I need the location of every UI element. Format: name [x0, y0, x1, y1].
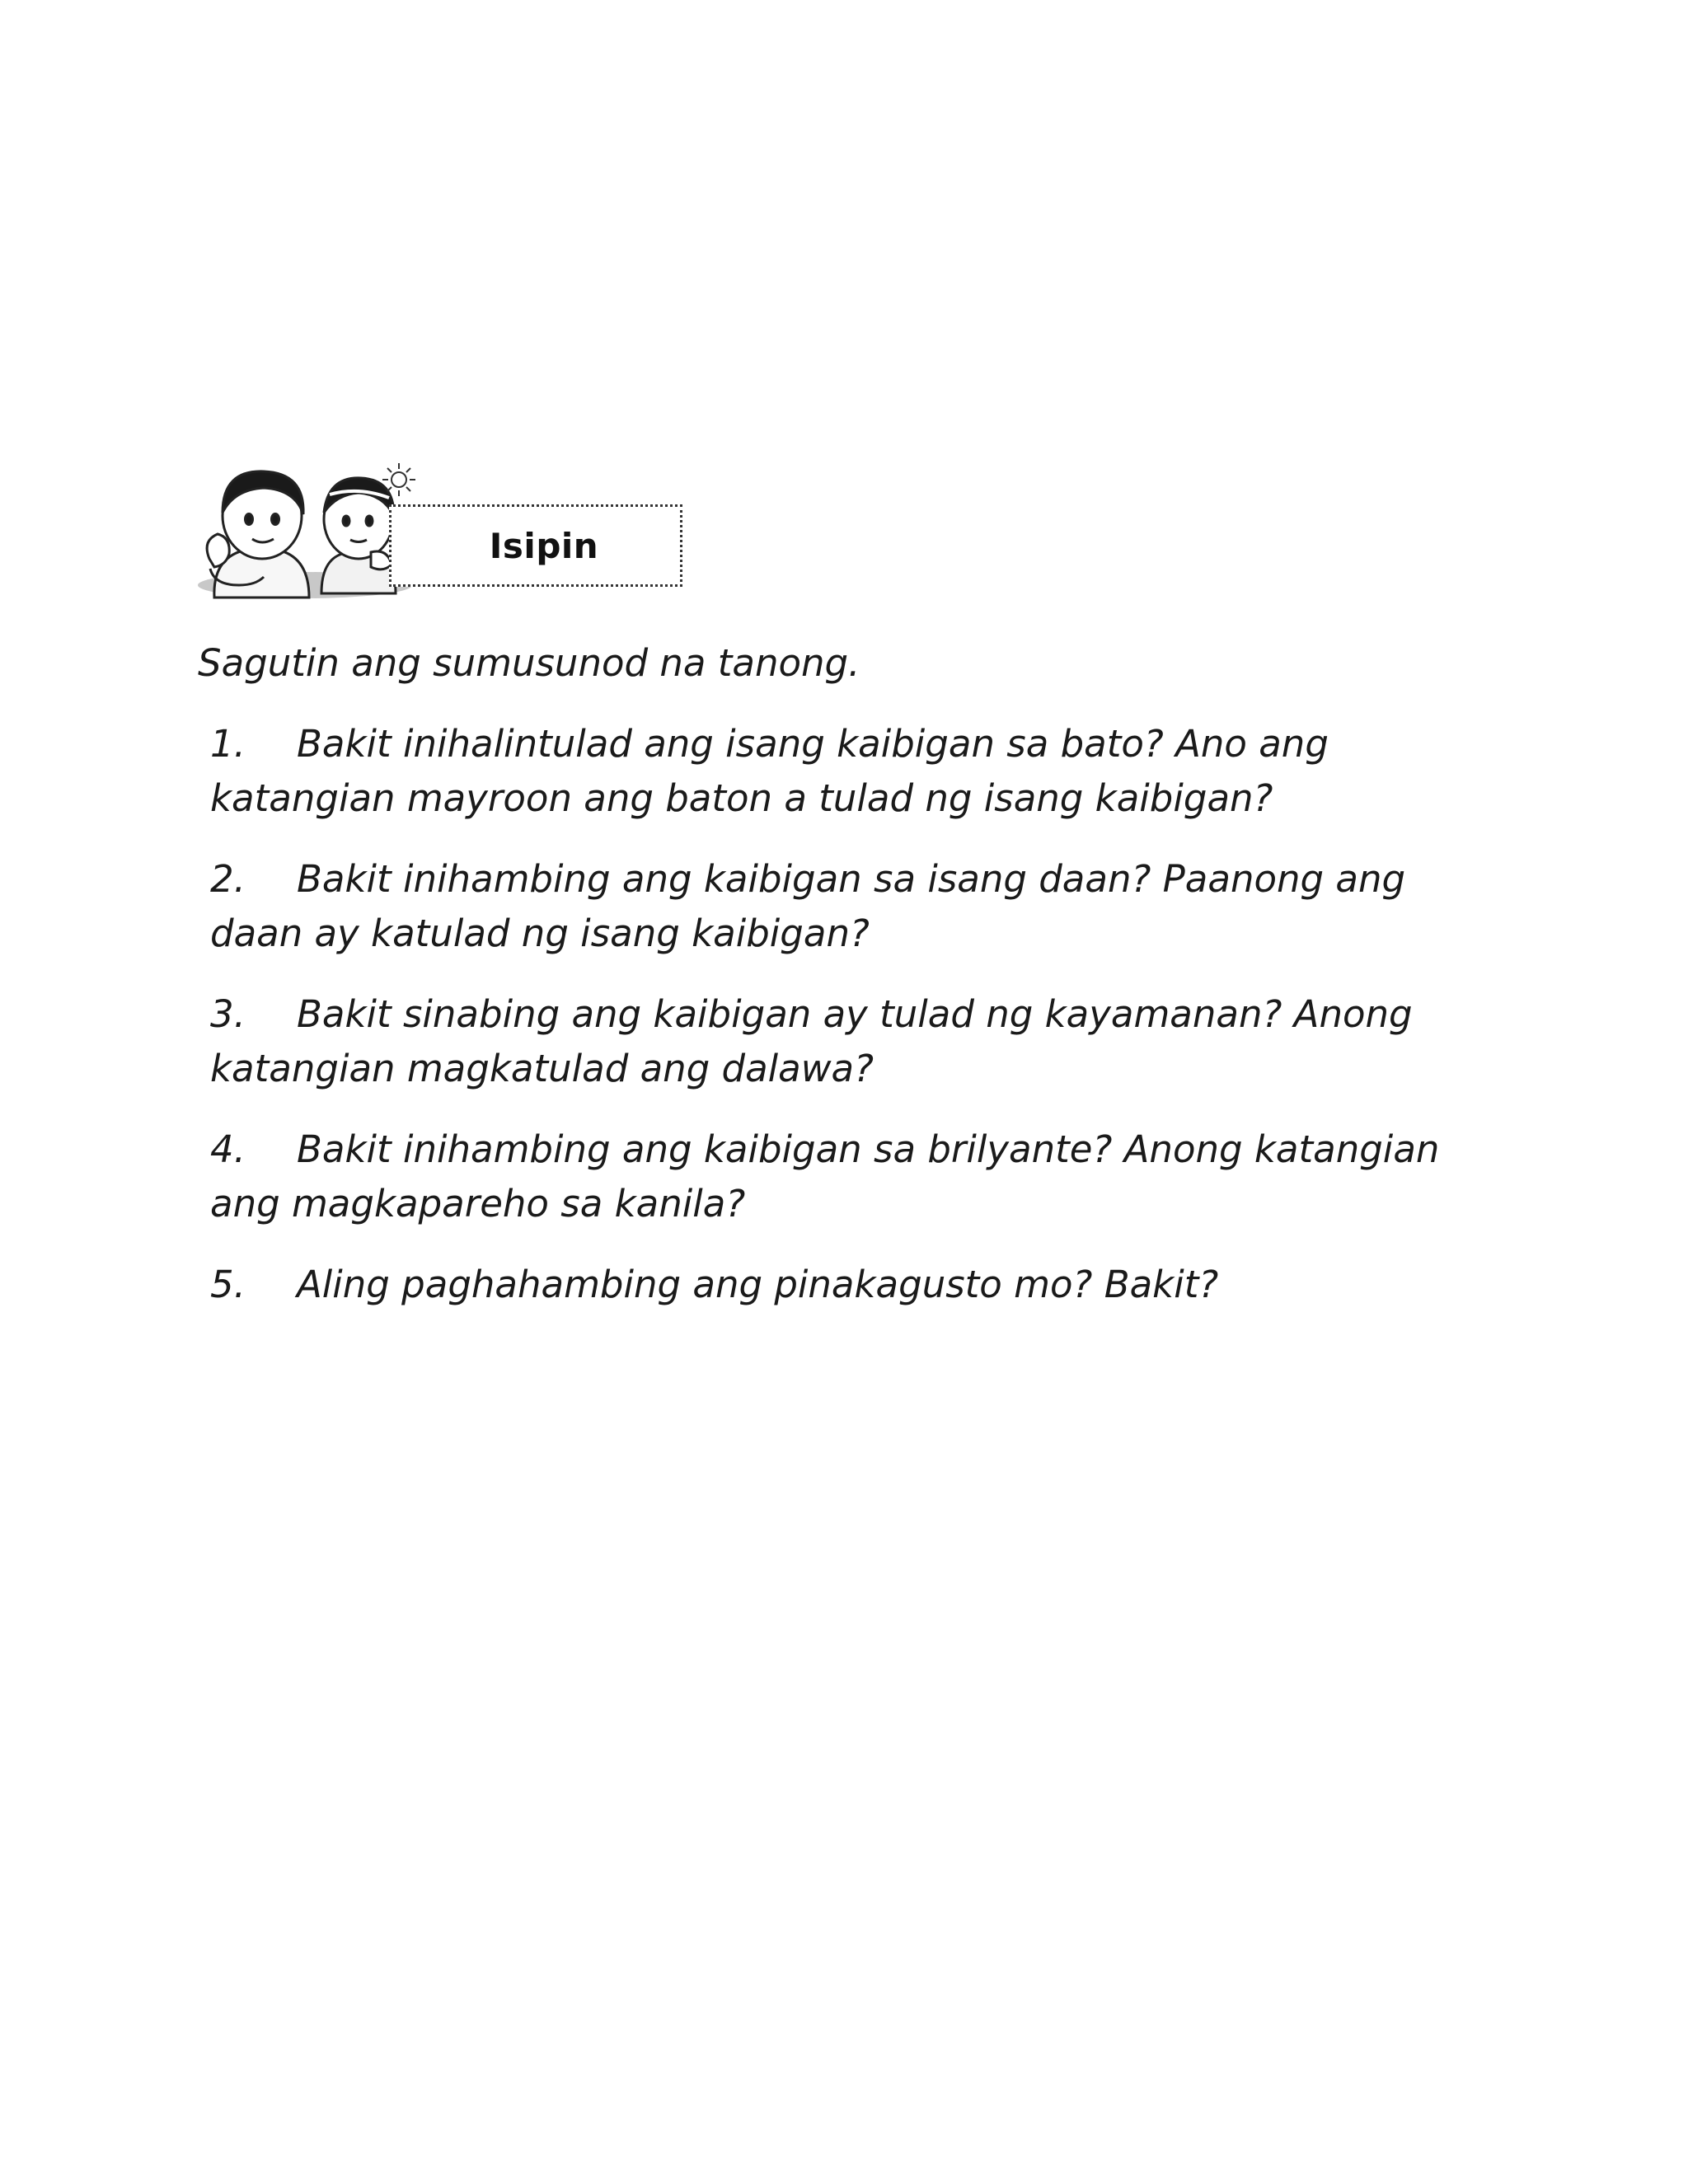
question-number: 5. [210, 1263, 246, 1306]
question-number: 3. [210, 992, 246, 1036]
section-title-box [389, 504, 682, 587]
question-text: Bakit inihambing ang kaibigan sa isang daan? Paanong ang daan ay katulad ng isang kaibigan? [210, 857, 1406, 955]
question-text: Bakit inihambing ang kaibigan sa brilyante? Anong katangian ang magkapareho sa kanila? [210, 1127, 1440, 1226]
lightbulb-icon [381, 462, 417, 498]
question-text: Aling paghahambing ang pinakagusto mo? Bakit? [297, 1263, 1219, 1306]
question-text: Bakit inihalintulad ang isang kaibigan sa bato? Ano ang katangian mayroon ang baton a tulad ng isang kaibigan? [210, 722, 1329, 820]
question-item [210, 987, 1496, 1096]
section-title: Isipin [489, 525, 599, 566]
instructions-text: Sagutin ang sumusunod na tanong. [198, 641, 860, 685]
question-list [210, 717, 1496, 1338]
question-item [210, 1258, 1496, 1312]
question-item [210, 1122, 1496, 1231]
question-text: Bakit sinabing ang kaibigan ay tulad ng kayamanan? Anong katangian magkatulad ang dalawa? [210, 992, 1413, 1090]
question-number: 4. [210, 1127, 246, 1171]
section-header [198, 462, 692, 610]
question-item [210, 717, 1496, 826]
question-item [210, 852, 1496, 961]
thinking-children-illustration [198, 462, 412, 602]
question-number: 2. [210, 857, 246, 901]
question-number: 1. [210, 722, 246, 766]
